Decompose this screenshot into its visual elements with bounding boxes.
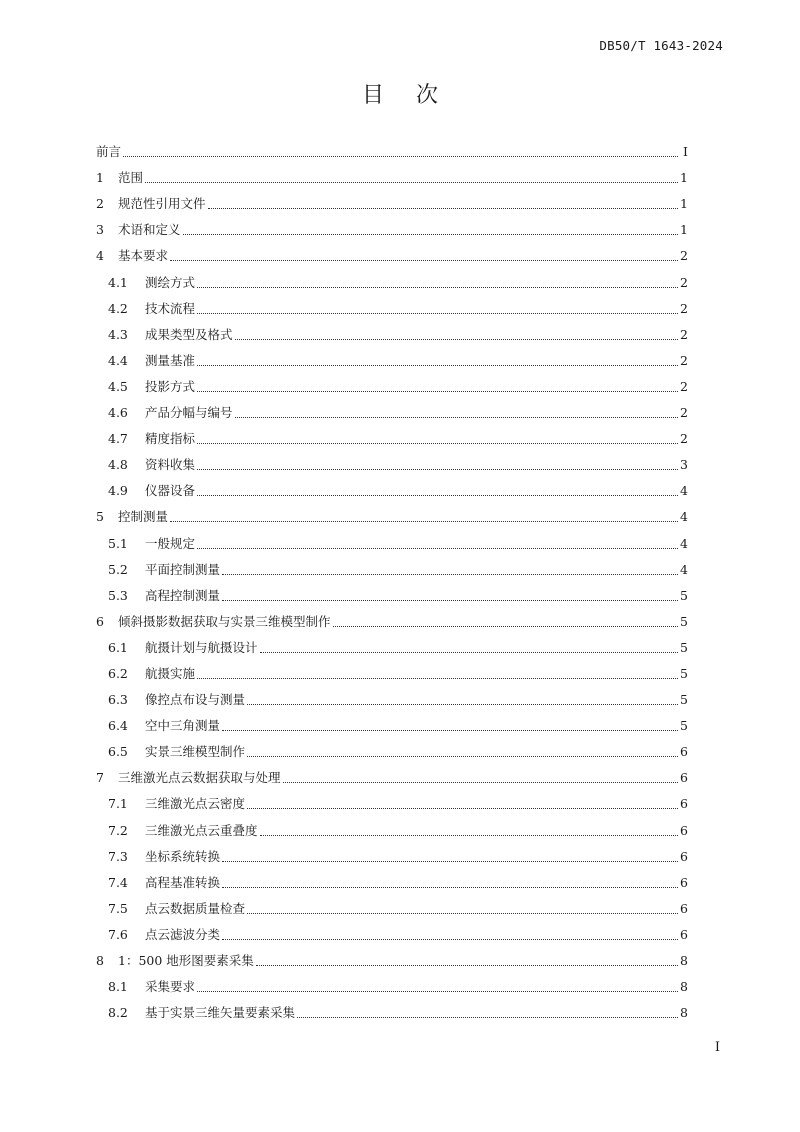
- toc-entry-number: 5.2: [108, 561, 128, 577]
- dot-leader: [260, 651, 678, 653]
- toc-entry-page: 2: [680, 431, 688, 447]
- toc-entry-page: 1: [680, 222, 688, 238]
- page-number: I: [714, 1040, 720, 1055]
- dot-leader: [222, 886, 678, 888]
- toc-entry-label: 测绘方式: [145, 274, 196, 290]
- toc-entry-number: 4.3: [108, 326, 128, 342]
- dot-leader: [247, 703, 678, 705]
- toc-entry-label: 前言: [96, 144, 122, 160]
- toc-entry-label: 成果类型及格式: [145, 326, 233, 342]
- page-title: 目次: [361, 83, 470, 108]
- toc-entry[interactable]: [96, 844, 688, 870]
- dot-leader: [222, 573, 678, 575]
- toc-entry-page: 6: [680, 874, 688, 890]
- dot-leader: [197, 677, 678, 679]
- toc-entry-label: 航摄计划与航摄设计: [145, 639, 258, 655]
- toc-entry-number: 4.4: [108, 352, 128, 368]
- toc-entry-page: 2: [680, 352, 688, 368]
- toc-entry-number: 4.1: [108, 274, 128, 290]
- dot-leader: [197, 312, 678, 314]
- toc-entry-page: 6: [680, 770, 688, 786]
- toc-entry-page: 2: [680, 326, 688, 342]
- toc-entry-label: 坐标系统转换: [145, 848, 221, 864]
- toc-entry-number: 6: [96, 613, 104, 629]
- toc-entry[interactable]: [96, 478, 688, 504]
- toc-entry-label: 三维激光点云密度: [145, 796, 246, 812]
- toc-entry-label: 技术流程: [145, 300, 196, 316]
- toc-entry[interactable]: [96, 661, 688, 687]
- dot-leader: [222, 599, 678, 601]
- toc-entry-label: 高程基准转换: [145, 874, 221, 890]
- toc-entry-page: 1: [680, 170, 688, 186]
- dot-leader: [333, 625, 678, 627]
- toc-entry-number: 4.5: [108, 378, 128, 394]
- toc-entry-page: 2: [680, 274, 688, 290]
- toc-entry-page: 8: [680, 979, 688, 995]
- toc-entry-label: 精度指标: [145, 431, 196, 447]
- toc-entry[interactable]: [96, 374, 688, 400]
- toc-entry-label: 采集要求: [145, 979, 196, 995]
- dot-leader: [183, 233, 678, 235]
- dot-leader: [247, 912, 678, 914]
- dot-leader: [256, 964, 678, 966]
- document-code: DB50/T 1643-2024: [599, 38, 723, 53]
- toc-entry-page: 6: [680, 926, 688, 942]
- toc-entry-number: 2: [96, 196, 104, 212]
- toc-entry-page: 3: [680, 457, 688, 473]
- toc-entry-label: 1：500 地形图要素采集: [118, 953, 254, 968]
- toc-entry[interactable]: [96, 139, 688, 165]
- toc-entry[interactable]: [96, 269, 688, 295]
- toc-entry-label: 范围: [118, 170, 144, 186]
- toc-entry-label: 平面控制测量: [145, 561, 221, 577]
- dot-leader: [197, 442, 678, 444]
- dot-leader: [145, 181, 678, 183]
- toc-entry[interactable]: [96, 791, 688, 817]
- toc-entry-page: 2: [680, 248, 688, 264]
- toc-entry[interactable]: [96, 922, 688, 948]
- toc-entry-page: 4: [680, 561, 688, 577]
- toc-entry-page: 8: [680, 1005, 688, 1021]
- toc-entry-label: 基本要求: [118, 248, 169, 264]
- toc-entry-number: 7.2: [108, 822, 128, 838]
- toc-entry-page: 2: [680, 300, 688, 316]
- toc-entry-page: 4: [680, 535, 688, 551]
- dot-leader: [297, 1016, 678, 1018]
- dot-leader: [208, 207, 678, 209]
- dot-leader: [283, 781, 678, 783]
- toc-entry-number: 7.4: [108, 874, 128, 890]
- dot-leader: [170, 520, 678, 522]
- dot-leader: [170, 259, 678, 261]
- toc-entry-page: 6: [680, 900, 688, 916]
- toc-entry-label: 实景三维模型制作: [145, 744, 246, 760]
- toc-entry-number: 3: [96, 222, 104, 238]
- toc-entry-number: 5.1: [108, 535, 128, 551]
- toc-entry[interactable]: [96, 948, 688, 974]
- toc-entry[interactable]: [96, 1000, 688, 1026]
- toc-entry-page: 6: [680, 796, 688, 812]
- toc-entry-number: 6.4: [108, 718, 128, 734]
- toc-entry-label: 三维激光点云重叠度: [145, 822, 258, 838]
- toc-entry-label: 仪器设备: [145, 483, 196, 499]
- toc-entry-label: 基于实景三维矢量要素采集: [145, 1005, 296, 1021]
- toc-entry[interactable]: [96, 452, 688, 478]
- dot-leader: [197, 468, 678, 470]
- dot-leader: [197, 390, 678, 392]
- table-of-contents: [96, 139, 688, 1026]
- toc-entry-label: 一般规定: [145, 535, 196, 551]
- dot-leader: [235, 338, 678, 340]
- toc-entry-label: 资料收集: [145, 457, 196, 473]
- dot-leader: [197, 547, 678, 549]
- toc-entry-number: 6.1: [108, 639, 128, 655]
- toc-entry-number: 7: [96, 770, 104, 786]
- toc-entry-label: 产品分幅与编号: [145, 405, 233, 421]
- toc-entry[interactable]: [96, 896, 688, 922]
- toc-entry-number: 4.9: [108, 483, 128, 499]
- toc-entry[interactable]: [96, 165, 688, 191]
- toc-entry-page: 4: [680, 483, 688, 499]
- toc-entry[interactable]: [96, 713, 688, 739]
- toc-entry-number: 7.5: [108, 900, 128, 916]
- toc-entry-page: 2: [680, 378, 688, 394]
- toc-entry-number: 8.2: [108, 1005, 128, 1021]
- toc-entry-number: 6.2: [108, 665, 128, 681]
- toc-entry[interactable]: [96, 243, 688, 269]
- dot-leader: [247, 807, 678, 809]
- toc-entry-number: 6.3: [108, 692, 128, 708]
- dot-leader: [123, 155, 678, 157]
- toc-entry[interactable]: [96, 765, 688, 791]
- dot-leader: [247, 755, 678, 757]
- toc-entry[interactable]: [96, 296, 688, 322]
- toc-entry-number: 7.6: [108, 926, 128, 942]
- toc-entry[interactable]: [96, 400, 688, 426]
- toc-entry-page: 8: [680, 953, 688, 968]
- toc-entry-label: 测量基准: [145, 352, 196, 368]
- toc-entry-number: 8.1: [108, 979, 128, 995]
- toc-entry[interactable]: [96, 530, 688, 556]
- toc-entry[interactable]: [96, 557, 688, 583]
- toc-entry-label: 控制测量: [118, 509, 169, 525]
- toc-entry[interactable]: [96, 191, 688, 217]
- toc-entry-label: 投影方式: [145, 378, 196, 394]
- dot-leader: [197, 286, 678, 288]
- toc-entry[interactable]: [96, 217, 688, 243]
- toc-entry[interactable]: [96, 870, 688, 896]
- toc-entry-label: 三维激光点云数据获取与处理: [118, 770, 281, 786]
- toc-entry-page: 6: [680, 848, 688, 864]
- dot-leader: [222, 729, 678, 731]
- dot-leader: [235, 416, 678, 418]
- dot-leader: [260, 834, 678, 836]
- dot-leader: [222, 938, 678, 940]
- toc-entry[interactable]: [96, 583, 688, 609]
- toc-entry[interactable]: [96, 817, 688, 843]
- toc-entry-label: 像控点布设与测量: [145, 692, 246, 708]
- dot-leader: [197, 364, 678, 366]
- toc-entry-number: 4: [96, 248, 104, 264]
- toc-entry-number: 4.2: [108, 300, 128, 316]
- toc-entry[interactable]: [96, 635, 688, 661]
- toc-entry-page: 5: [680, 587, 688, 603]
- toc-entry-page: 6: [680, 744, 688, 760]
- toc-entry-page: 5: [680, 639, 688, 655]
- toc-entry-number: 5.3: [108, 587, 128, 603]
- toc-entry-page: 1: [680, 196, 688, 212]
- toc-entry-number: 4.7: [108, 431, 128, 447]
- toc-entry-page: 2: [680, 405, 688, 421]
- toc-entry-number: 1: [96, 170, 104, 186]
- toc-entry[interactable]: [96, 504, 688, 530]
- toc-entry-number: 5: [96, 509, 104, 525]
- toc-entry[interactable]: [96, 687, 688, 713]
- toc-entry-label: 高程控制测量: [145, 587, 221, 603]
- toc-entry-page: 6: [680, 822, 688, 838]
- toc-entry-page: 5: [680, 692, 688, 708]
- toc-entry[interactable]: [96, 426, 688, 452]
- toc-entry-page: I: [683, 144, 688, 160]
- toc-entry-label: 点云数据质量检查: [145, 900, 246, 916]
- toc-entry-number: 7.1: [108, 796, 128, 812]
- toc-entry-number: 4.6: [108, 405, 128, 421]
- toc-entry[interactable]: [96, 609, 688, 635]
- toc-entry[interactable]: [96, 348, 688, 374]
- toc-entry-label: 点云滤波分类: [145, 926, 221, 942]
- toc-entry-label: 航摄实施: [145, 665, 196, 681]
- toc-entry-page: 5: [680, 613, 688, 629]
- toc-entry-page: 5: [680, 718, 688, 734]
- toc-entry-number: 7.3: [108, 848, 128, 864]
- toc-entry-number: 6.5: [108, 744, 128, 760]
- toc-entry-number: 4.8: [108, 457, 128, 473]
- dot-leader: [197, 990, 678, 992]
- toc-entry[interactable]: [96, 322, 688, 348]
- toc-entry-label: 规范性引用文件: [118, 196, 206, 212]
- toc-entry[interactable]: [96, 739, 688, 765]
- toc-entry-label: 空中三角测量: [145, 718, 221, 734]
- toc-entry-label: 术语和定义: [118, 222, 181, 238]
- toc-entry-page: 5: [680, 665, 688, 681]
- toc-entry[interactable]: [96, 974, 688, 1000]
- dot-leader: [222, 860, 678, 862]
- toc-entry-page: 4: [680, 509, 688, 525]
- dot-leader: [197, 494, 678, 496]
- toc-entry-label: 倾斜摄影数据获取与实景三维模型制作: [118, 613, 331, 629]
- toc-entry-number: 8: [96, 953, 104, 968]
